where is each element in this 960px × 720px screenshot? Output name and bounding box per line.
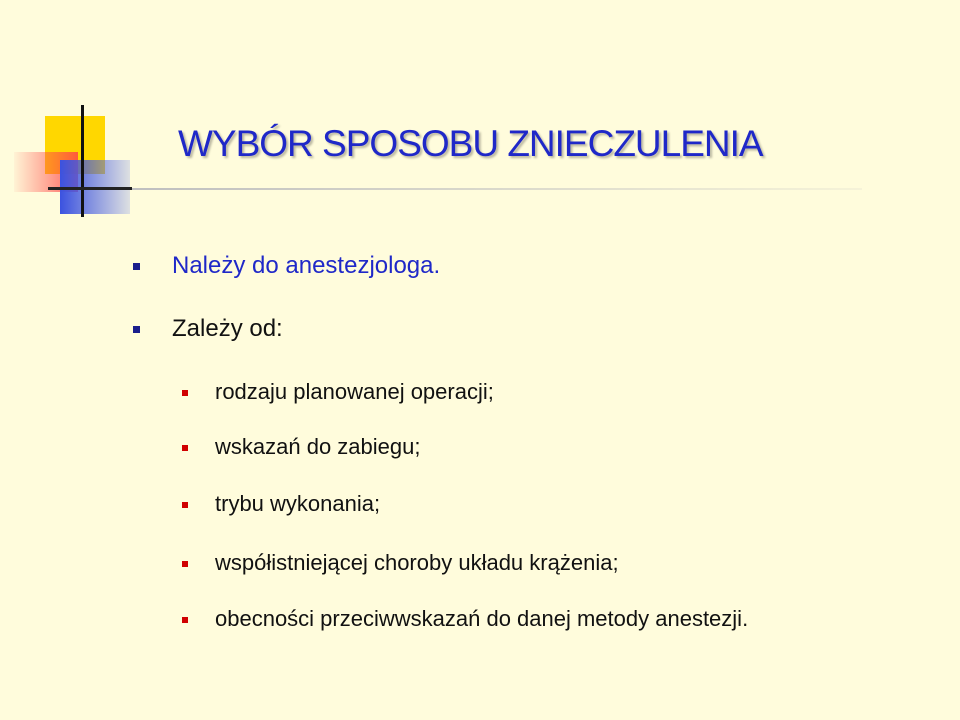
bullet-item (172, 252, 440, 280)
square-bullet-icon (182, 502, 188, 508)
sub-bullet-text: współistniejącej choroby układu krążenia; (215, 550, 619, 575)
sub-bullet-text: obecności przeciwwskazań do danej metody anestezji. (215, 606, 749, 631)
square-bullet-icon (133, 326, 140, 333)
square-bullet-icon (182, 390, 188, 396)
logo-vertical-line (81, 105, 84, 217)
sub-bullet-item (215, 605, 748, 633)
sub-bullet-item (215, 490, 380, 518)
square-bullet-icon (182, 617, 188, 623)
sub-bullet-item (215, 433, 420, 461)
sub-bullet-text: wskazań do zabiegu; (215, 434, 421, 459)
sub-bullet-text: trybu wykonania; (215, 491, 381, 516)
square-bullet-icon (133, 263, 140, 270)
slide-title: WYBÓR SPOSOBU ZNIECZULENIA (178, 123, 763, 164)
sub-bullet-item (215, 549, 619, 577)
logo-horizontal-line (48, 187, 132, 190)
square-bullet-icon (182, 445, 188, 451)
color-squares-logo-icon (0, 0, 180, 230)
title-underline (132, 188, 862, 190)
sub-bullet-text: rodzaju planowanej operacji; (215, 379, 494, 404)
bullet-text: Zależy od: (172, 315, 283, 342)
square-bullet-icon (182, 561, 188, 567)
bullet-text: Należy do anestezjologa. (172, 252, 441, 279)
bullet-item (172, 315, 283, 343)
sub-bullet-item (215, 378, 494, 406)
